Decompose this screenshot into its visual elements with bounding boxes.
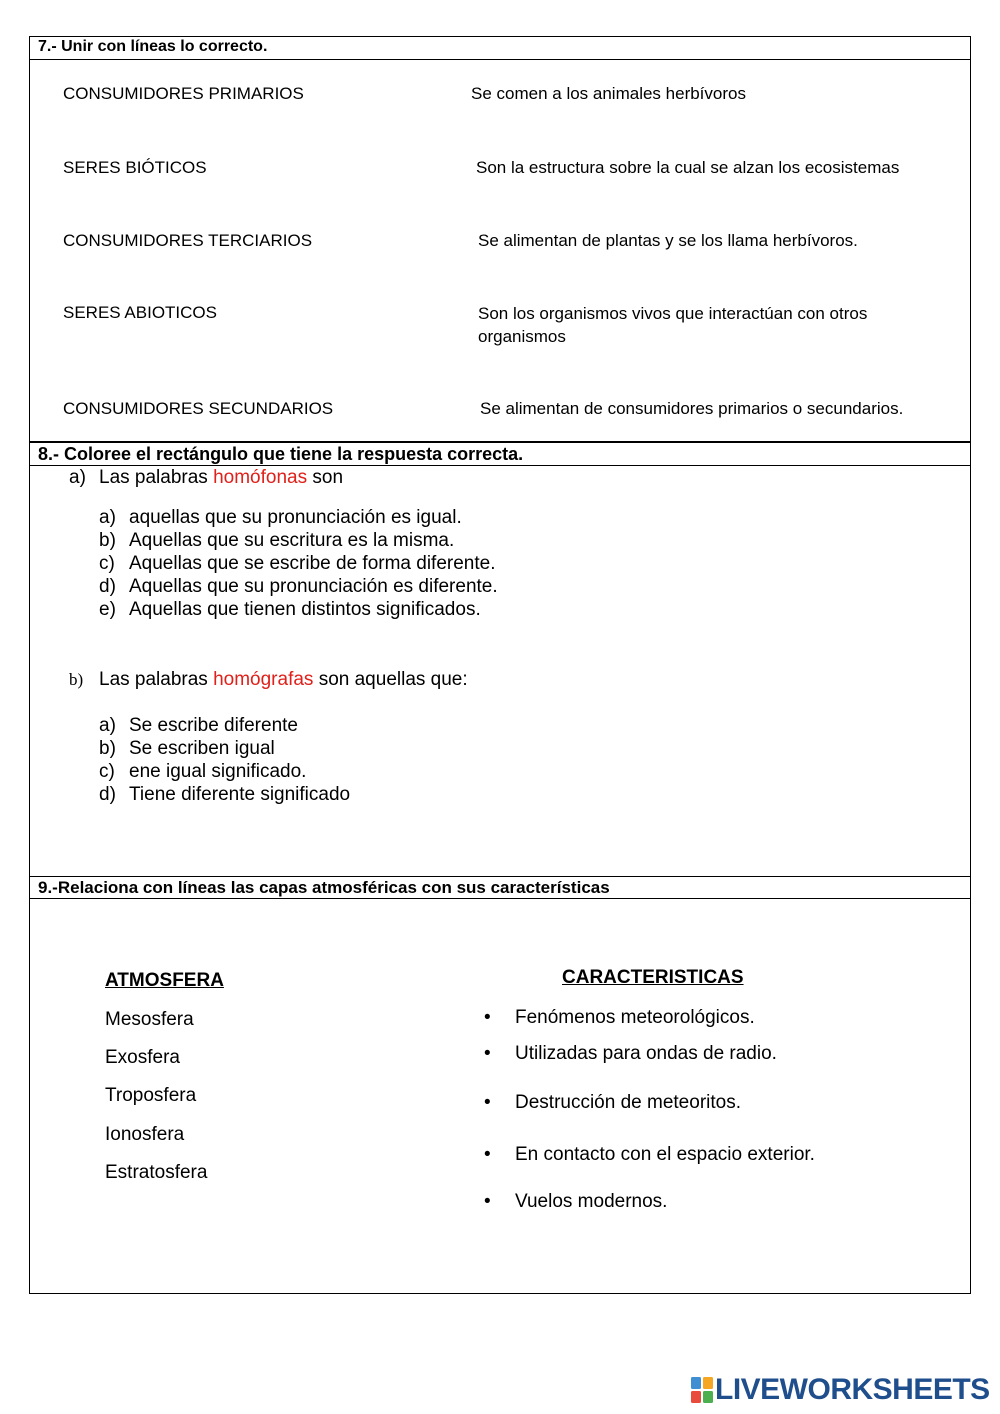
layer-item-1: Mesosfera (105, 1009, 194, 1030)
match-right-4: Son los organismos vivos que interactúan con otros organismos (478, 304, 868, 346)
layer-item-4: Ionosfera (105, 1124, 185, 1145)
question-a-letter: a) (69, 467, 86, 488)
liveworksheets-logo[interactable] (691, 1374, 990, 1406)
option-letter: d) (99, 784, 116, 805)
feature-item-2 (484, 1043, 777, 1065)
match-left-4: SERES ABIOTICOS (63, 303, 217, 322)
section9-title-divider (29, 898, 971, 899)
atmosfera-header: ATMOSFERA (105, 970, 224, 991)
bullet-icon: • (484, 1092, 491, 1113)
option-letter: c) (99, 761, 115, 782)
option-letter: e) (99, 599, 116, 620)
question-b-letter: b) (69, 670, 84, 689)
feature-text: Vuelos modernos. (515, 1191, 668, 1212)
option-text: Se escriben igual (129, 738, 275, 759)
bullet-icon: • (484, 1007, 491, 1028)
match-right-1: Se comen a los animales herbívoros (471, 84, 746, 103)
layer-item-2: Exosfera (105, 1047, 180, 1068)
feature-item-1 (484, 1007, 755, 1029)
question-b-suffix: son aquellas que: (313, 669, 468, 690)
feature-text: Utilizadas para ondas de radio. (515, 1043, 777, 1064)
option-text: Aquellas que su pronunciación es diferente. (129, 576, 498, 597)
qb-option-c[interactable] (99, 761, 306, 783)
question-a (69, 467, 343, 489)
qa-option-b[interactable] (99, 530, 454, 552)
section9-title: 9.-Relaciona con líneas las capas atmosféricas con sus características (38, 878, 610, 897)
section8-title: 8.- Coloree el rectángulo que tiene la respuesta correcta. (38, 444, 524, 464)
option-letter: b) (99, 530, 116, 551)
qb-option-b[interactable] (99, 738, 275, 760)
question-a-highlight: homófonas (213, 467, 308, 488)
match-left-2: SERES BIÓTICOS (63, 158, 207, 177)
bullet-icon: • (484, 1191, 491, 1212)
qb-option-a[interactable] (99, 715, 298, 737)
option-text: Se escribe diferente (129, 715, 298, 736)
qa-option-a[interactable] (99, 507, 462, 529)
logo-text: LIVEWORKSHEETS (715, 1373, 990, 1406)
option-letter: c) (99, 553, 115, 574)
layer-item-5: Estratosfera (105, 1162, 208, 1183)
feature-text: En contacto con el espacio exterior. (515, 1144, 815, 1165)
qa-option-c[interactable] (99, 553, 496, 575)
question-b (69, 669, 468, 691)
match-right-5: Se alimentan de consumidores primarios o secundarios. (480, 399, 904, 418)
option-text: Tiene diferente significado (129, 784, 351, 805)
match-left-1: CONSUMIDORES PRIMARIOS (63, 84, 304, 103)
option-text: aquellas que su pronunciación es igual. (129, 507, 462, 528)
question-a-prefix: Las palabras (99, 467, 214, 488)
feature-text: Destrucción de meteoritos. (515, 1092, 741, 1113)
section8-title-divider (29, 465, 971, 466)
layer-item-3: Troposfera (105, 1085, 197, 1106)
option-text: Aquellas que se escribe de forma diferente. (129, 553, 496, 574)
section7-title-divider (29, 59, 971, 60)
question-a-suffix: son (307, 467, 344, 488)
bullet-icon: • (484, 1144, 491, 1165)
feature-item-3 (484, 1092, 741, 1114)
option-letter: a) (99, 507, 116, 528)
option-letter: a) (99, 715, 116, 736)
liveworksheets-logo-icon (691, 1377, 713, 1403)
feature-item-5 (484, 1191, 667, 1213)
section7-title: 7.- Unir con líneas lo correcto. (38, 38, 268, 55)
bullet-icon: • (484, 1043, 491, 1064)
option-text: Aquellas que tienen distintos significados. (129, 599, 481, 620)
qb-option-d[interactable] (99, 784, 350, 806)
option-letter: d) (99, 576, 116, 597)
option-text: Aquellas que su escritura es la misma. (129, 530, 455, 551)
caracteristicas-header: CARACTERISTICAS (562, 967, 744, 988)
qa-option-e[interactable] (99, 599, 481, 621)
match-left-3: CONSUMIDORES TERCIARIOS (63, 231, 313, 250)
question-b-highlight: homógrafas (213, 669, 314, 690)
option-text: ene igual significado. (129, 761, 307, 782)
match-right-3: Se alimentan de plantas y se los llama herbívoros. (478, 231, 858, 250)
qa-option-d[interactable] (99, 576, 498, 598)
feature-text: Fenómenos meteorológicos. (515, 1007, 755, 1028)
match-left-5: CONSUMIDORES SECUNDARIOS (63, 399, 334, 418)
option-letter: b) (99, 738, 116, 759)
question-b-prefix: Las palabras (99, 669, 214, 690)
feature-item-4 (484, 1144, 815, 1166)
match-right-2: Son la estructura sobre la cual se alzan los ecosistemas (476, 158, 900, 177)
